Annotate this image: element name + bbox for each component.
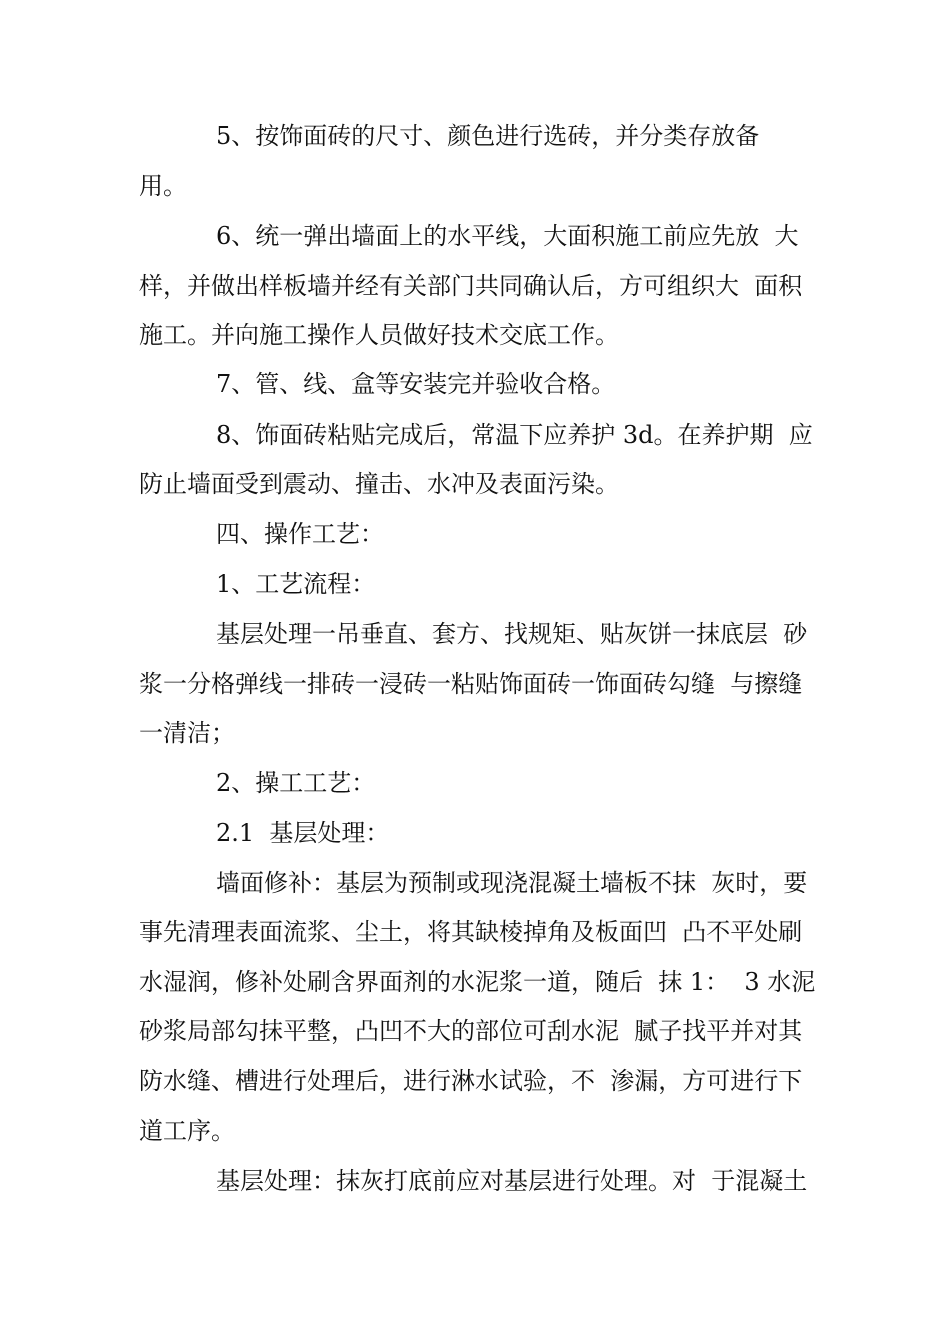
text-line: 6、统一弹出墙面上的水平线，大面积施工前应先放 大 (216, 222, 799, 250)
text-line: 墙面修补：基层为预制或现浇混凝土墙板不抹 灰时，要 (216, 869, 808, 897)
text-line: 2.1 基层处理： (216, 819, 390, 847)
text-line: 防止墙面受到震动、撞击、水冲及表面污染。 (139, 470, 619, 498)
text-line: 2、操工工艺： (216, 769, 376, 797)
text-line: 样，并做出样板墙并经有关部门共同确认后，方可组织大 面积 (139, 272, 803, 300)
text-line: 7、管、线、盒等安装完并验收合格。 (216, 370, 616, 398)
text-line: 四、操作工艺： (216, 520, 384, 548)
text-line: 防水缝、槽进行处理后，进行淋水试验，不 渗漏，方可进行下 (139, 1067, 803, 1095)
text-line: 水湿润，修补处刷含界面剂的水泥浆一道，随后 抹 1： 3 水泥 (139, 968, 816, 996)
text-line: 用。 (139, 172, 187, 200)
text-line: 5、按饰面砖的尺寸、颜色进行选砖，并分类存放备 (216, 122, 760, 150)
text-line: 一清洁； (139, 719, 235, 747)
text-line: 基层处理一吊垂直、套方、找规矩、贴灰饼一抹底层 砂 (216, 620, 808, 648)
text-line: 8、饰面砖粘贴完成后，常温下应养护 3d。在养护期 应 (216, 421, 813, 449)
text-line: 基层处理：抹灰打底前应对基层进行处理。对 于混凝土 (216, 1167, 808, 1195)
text-line: 事先清理表面流浆、尘土，将其缺棱掉角及板面凹 凸不平处刷 (139, 918, 803, 946)
text-line: 浆一分格弹线一排砖一浸砖一粘贴饰面砖一饰面砖勾缝 与擦缝 (139, 670, 803, 698)
text-line: 砂浆局部勾抹平整，凸凹不大的部位可刮水泥 腻子找平并对其 (139, 1017, 803, 1045)
text-line: 1、工艺流程： (216, 570, 376, 598)
text-line: 道工序。 (139, 1117, 235, 1145)
text-line: 施工。并向施工操作人员做好技术交底工作。 (139, 321, 619, 349)
